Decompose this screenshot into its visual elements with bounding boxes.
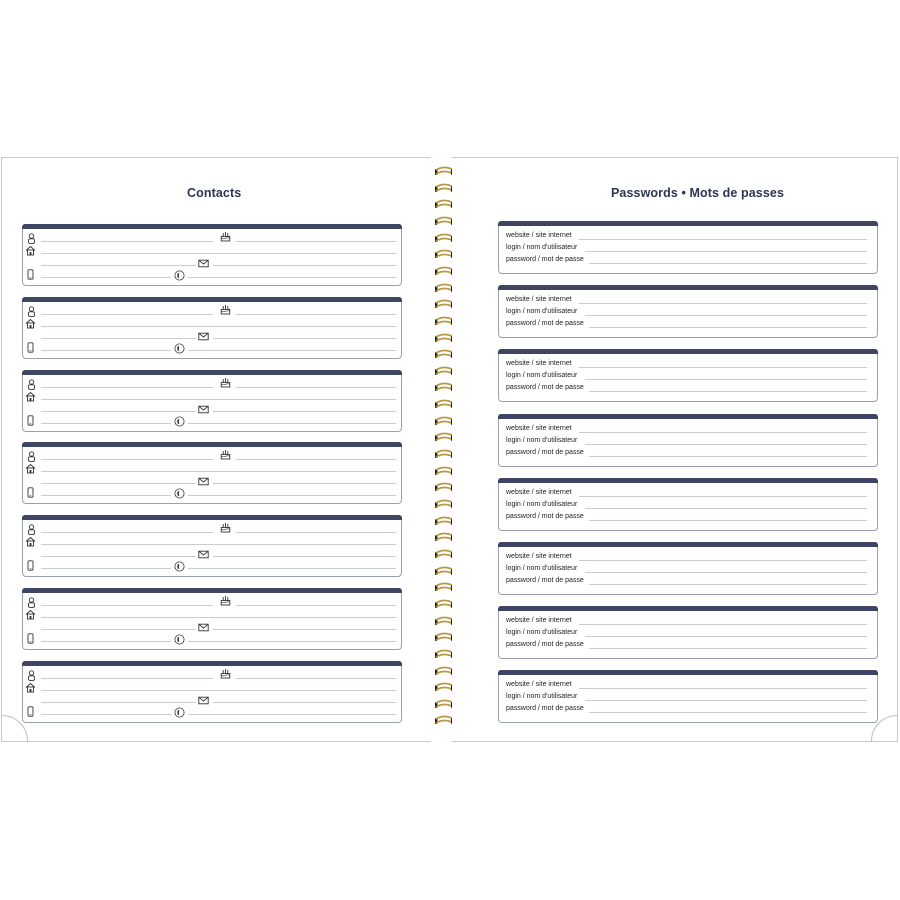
write-line[interactable] xyxy=(213,265,396,266)
contact-entry xyxy=(22,370,402,432)
contacts-page xyxy=(1,157,431,742)
write-line[interactable] xyxy=(579,303,867,304)
write-line[interactable] xyxy=(236,605,396,606)
label-website: website / site internet xyxy=(506,360,572,368)
write-line[interactable] xyxy=(41,605,213,606)
write-line[interactable] xyxy=(213,702,396,703)
label-website: website / site internet xyxy=(506,232,572,239)
write-line[interactable] xyxy=(188,423,396,424)
label-login: login / nom d'utilisateur xyxy=(506,565,578,572)
contact-entry xyxy=(22,588,402,650)
home-icon xyxy=(25,391,36,402)
password-entry xyxy=(498,285,878,338)
mobile-phone-icon xyxy=(25,342,36,353)
password-entry xyxy=(498,478,878,531)
person-icon xyxy=(26,233,37,244)
write-line[interactable] xyxy=(213,483,396,484)
label-website: website / site internet xyxy=(506,617,572,625)
write-line[interactable] xyxy=(41,617,396,618)
mobile-phone-icon xyxy=(25,415,36,426)
password-entry xyxy=(498,349,878,402)
write-line[interactable] xyxy=(41,556,196,557)
home-icon xyxy=(25,245,36,256)
write-line[interactable] xyxy=(41,459,213,460)
write-line[interactable] xyxy=(188,641,396,642)
birthday-cake-icon xyxy=(220,595,231,606)
birthday-cake-icon xyxy=(220,449,231,460)
write-line[interactable] xyxy=(579,432,867,433)
birthday-cake-icon xyxy=(220,304,231,315)
password-entry xyxy=(498,542,878,595)
write-line[interactable] xyxy=(585,315,867,316)
label-password: password / mot de passe xyxy=(506,448,584,456)
telephone-icon xyxy=(174,561,185,572)
write-line[interactable] xyxy=(41,568,171,569)
telephone-icon xyxy=(174,488,185,499)
birthday-cake-icon xyxy=(220,522,231,533)
label-website: website / site internet xyxy=(506,296,572,304)
write-line[interactable] xyxy=(236,387,396,388)
mobile-phone-icon xyxy=(25,560,36,571)
write-line[interactable] xyxy=(41,387,213,388)
write-line[interactable] xyxy=(41,277,171,278)
write-line[interactable] xyxy=(579,560,867,561)
telephone-icon xyxy=(174,416,185,427)
contact-entry xyxy=(22,442,402,504)
write-line[interactable] xyxy=(579,239,867,240)
write-line[interactable] xyxy=(236,314,396,315)
write-line[interactable] xyxy=(579,688,867,689)
person-icon xyxy=(26,597,37,608)
write-line[interactable] xyxy=(585,444,867,445)
envelope-icon xyxy=(198,404,209,415)
write-line[interactable] xyxy=(589,263,867,264)
write-line[interactable] xyxy=(589,584,867,585)
write-line[interactable] xyxy=(585,379,867,380)
envelope-icon xyxy=(198,695,209,706)
password-entry xyxy=(498,221,878,274)
birthday-cake-icon xyxy=(220,668,231,679)
label-login: login / nom d'utilisateur xyxy=(506,308,578,316)
person-icon xyxy=(26,524,37,535)
passwords-page xyxy=(452,157,898,742)
write-line[interactable] xyxy=(41,338,196,339)
write-line[interactable] xyxy=(585,572,867,573)
write-line[interactable] xyxy=(41,265,196,266)
password-entry xyxy=(498,670,878,723)
write-line[interactable] xyxy=(41,326,396,327)
label-password: password / mot de passe xyxy=(506,384,584,392)
label-login: login / nom d'utilisateur xyxy=(506,500,578,508)
mobile-phone-icon xyxy=(25,706,36,717)
write-line[interactable] xyxy=(188,568,396,569)
home-icon xyxy=(25,536,36,547)
home-icon xyxy=(25,318,36,329)
write-line[interactable] xyxy=(188,714,396,715)
person-icon xyxy=(26,670,37,681)
telephone-icon xyxy=(174,343,185,354)
label-password: password / mot de passe xyxy=(506,705,584,713)
label-website: website / site internet xyxy=(506,553,572,560)
telephone-icon xyxy=(174,270,185,281)
person-icon xyxy=(26,379,37,390)
write-line[interactable] xyxy=(236,241,396,242)
write-line[interactable] xyxy=(41,411,196,412)
write-line[interactable] xyxy=(188,350,396,351)
write-line[interactable] xyxy=(213,556,396,557)
mobile-phone-icon xyxy=(25,633,36,644)
write-line[interactable] xyxy=(236,459,396,460)
birthday-cake-icon xyxy=(220,377,231,388)
write-line[interactable] xyxy=(236,678,396,679)
label-password: password / mot de passe xyxy=(506,256,584,263)
home-icon xyxy=(25,609,36,620)
mobile-phone-icon xyxy=(25,269,36,280)
write-line[interactable] xyxy=(41,641,171,642)
label-login: login / nom d'utilisateur xyxy=(506,629,578,637)
label-login: login / nom d'utilisateur xyxy=(506,693,578,701)
write-line[interactable] xyxy=(213,411,396,412)
password-entry xyxy=(498,606,878,659)
envelope-icon xyxy=(198,549,209,560)
envelope-icon xyxy=(198,258,209,269)
telephone-icon xyxy=(174,707,185,718)
label-login: login / nom d'utilisateur xyxy=(506,244,578,251)
contacts-title: Contacts xyxy=(187,186,242,200)
write-line[interactable] xyxy=(41,423,171,424)
label-password: password / mot de passe xyxy=(506,320,584,328)
write-line[interactable] xyxy=(41,483,196,484)
write-line[interactable] xyxy=(589,648,867,649)
contact-entry xyxy=(22,515,402,577)
label-website: website / site internet xyxy=(506,424,572,432)
home-icon xyxy=(25,682,36,693)
mobile-phone-icon xyxy=(25,487,36,498)
person-icon xyxy=(26,451,37,462)
write-line[interactable] xyxy=(579,367,867,368)
write-line[interactable] xyxy=(589,391,867,392)
write-line[interactable] xyxy=(41,314,213,315)
write-line[interactable] xyxy=(41,495,171,496)
write-line[interactable] xyxy=(41,714,171,715)
contact-entry xyxy=(22,224,402,286)
write-line[interactable] xyxy=(41,629,196,630)
write-line[interactable] xyxy=(585,700,867,701)
write-line[interactable] xyxy=(589,712,867,713)
write-line[interactable] xyxy=(188,495,396,496)
write-line[interactable] xyxy=(589,520,867,521)
envelope-icon xyxy=(198,476,209,487)
write-line[interactable] xyxy=(41,399,396,400)
label-password: password / mot de passe xyxy=(506,512,584,520)
write-line[interactable] xyxy=(41,253,396,254)
write-line[interactable] xyxy=(41,532,213,533)
label-website: website / site internet xyxy=(506,681,572,689)
write-line[interactable] xyxy=(585,251,867,252)
write-line[interactable] xyxy=(41,350,171,351)
person-icon xyxy=(26,306,37,317)
write-line[interactable] xyxy=(236,532,396,533)
write-line[interactable] xyxy=(41,241,213,242)
write-line[interactable] xyxy=(41,471,396,472)
write-line[interactable] xyxy=(589,327,867,328)
label-login: login / nom d'utilisateur xyxy=(506,436,578,444)
telephone-icon xyxy=(174,634,185,645)
label-password: password / mot de passe xyxy=(506,577,584,584)
write-line[interactable] xyxy=(585,636,867,637)
write-line[interactable] xyxy=(41,702,196,703)
write-line[interactable] xyxy=(579,496,867,497)
write-line[interactable] xyxy=(213,338,396,339)
envelope-icon xyxy=(198,331,209,342)
write-line[interactable] xyxy=(585,508,867,509)
birthday-cake-icon xyxy=(220,231,231,242)
passwords-title: Passwords • Mots de passes xyxy=(611,186,785,200)
contact-entry xyxy=(22,661,402,723)
write-line[interactable] xyxy=(589,456,867,457)
label-password: password / mot de passe xyxy=(506,641,584,649)
write-line[interactable] xyxy=(188,277,396,278)
label-login: login / nom d'utilisateur xyxy=(506,372,578,380)
contact-entry xyxy=(22,297,402,359)
label-website: website / site internet xyxy=(506,488,572,496)
write-line[interactable] xyxy=(579,624,867,625)
home-icon xyxy=(25,463,36,474)
write-line[interactable] xyxy=(41,678,213,679)
write-line[interactable] xyxy=(41,544,396,545)
password-entry xyxy=(498,414,878,467)
write-line[interactable] xyxy=(41,690,396,691)
envelope-icon xyxy=(198,622,209,633)
write-line[interactable] xyxy=(213,629,396,630)
